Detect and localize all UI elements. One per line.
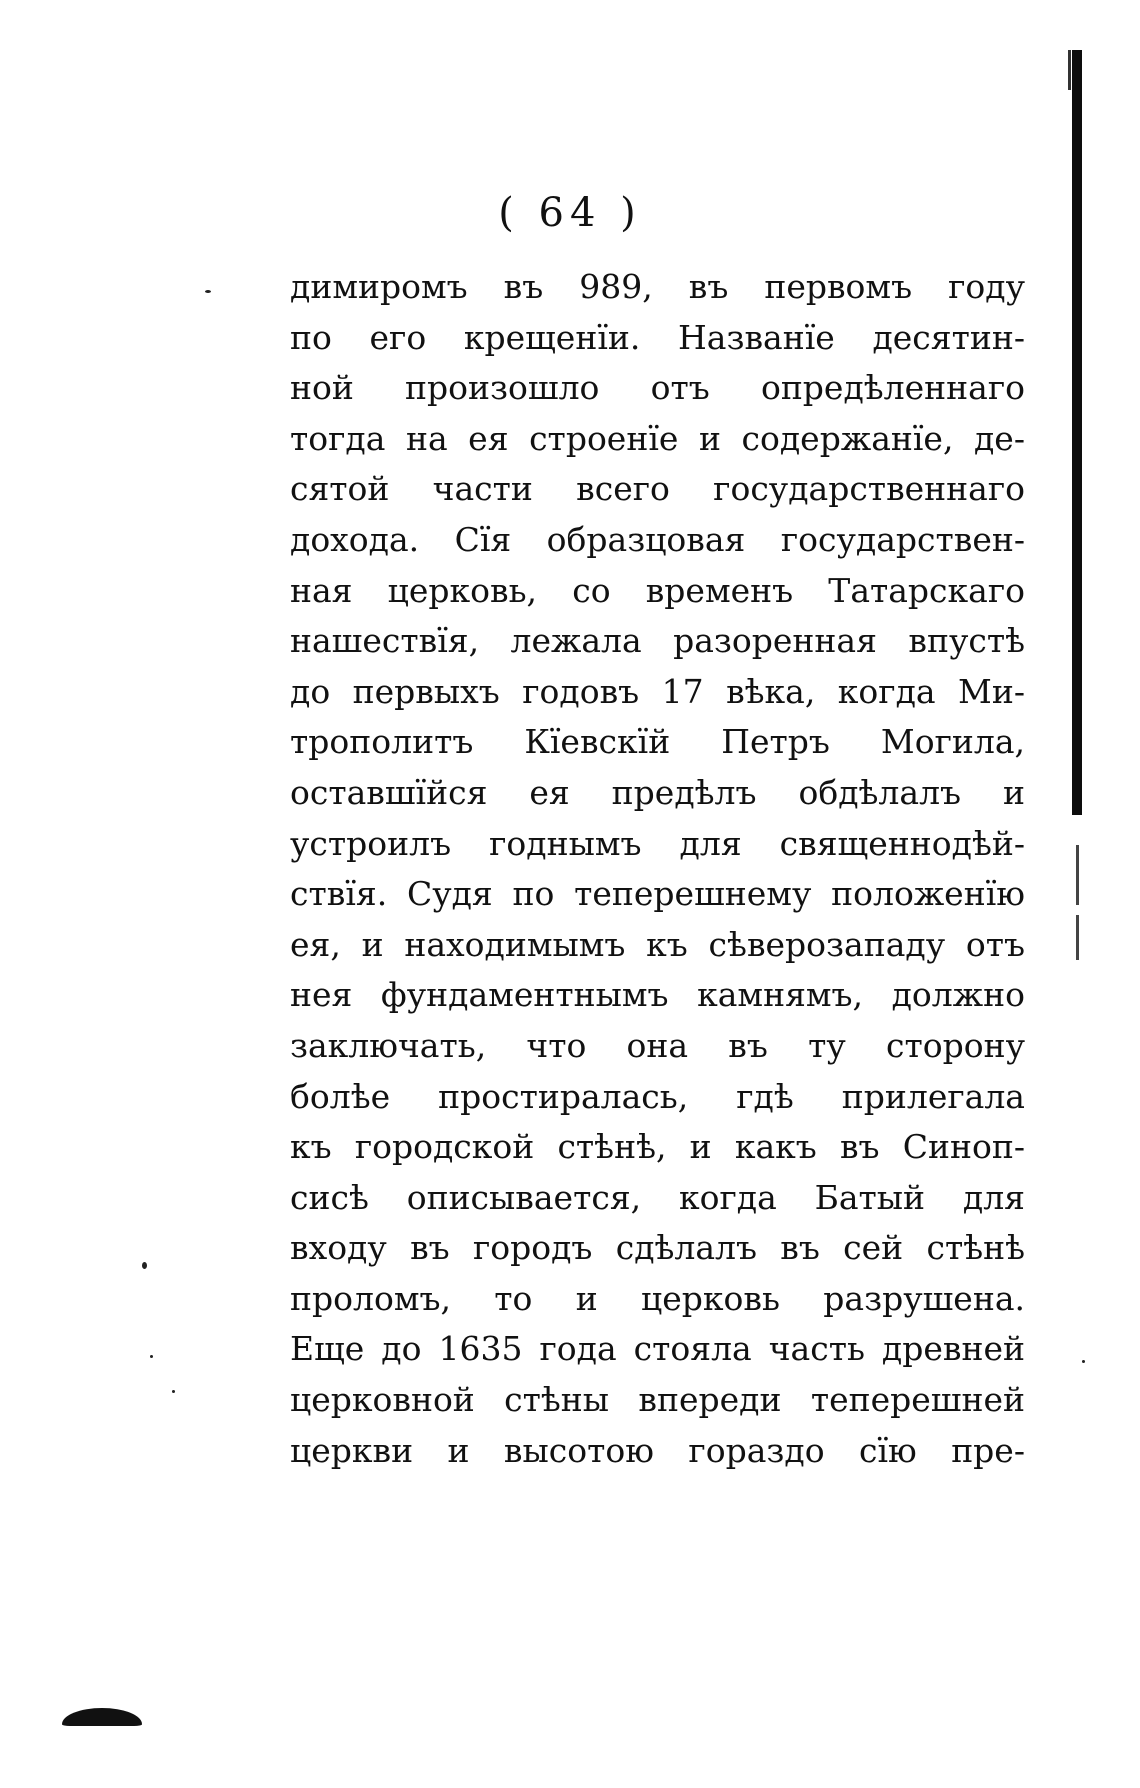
binding-edge-mark bbox=[1076, 845, 1079, 905]
text-line: ствїя. Судя по теперешнему положенїю bbox=[290, 874, 1025, 914]
text-line: трополитъ Кїевскїй Петръ Могила, bbox=[290, 722, 1025, 762]
text-line: ея, и находимымъ къ сѣверозападу отъ bbox=[290, 924, 1025, 964]
page-number: ( 64 ) bbox=[498, 190, 642, 236]
text-line: устроилъ годнымъ для священнодѣй- bbox=[290, 823, 1025, 863]
text-line: дохода. Сїя образцовая государствен- bbox=[290, 519, 1025, 559]
text-line: ная церковь, со временъ Татарскаго bbox=[290, 570, 1025, 610]
body-text bbox=[290, 262, 1025, 1476]
scan-speck bbox=[150, 1355, 153, 1358]
text-line: сисѣ описывается, когда Батый для bbox=[290, 1177, 1025, 1217]
text-line: оставшїйся ея предѣлъ обдѣлалъ и bbox=[290, 772, 1025, 812]
scan-speck bbox=[142, 1262, 147, 1269]
text-line: сятой части всего государственнаго bbox=[290, 469, 1025, 509]
scan-speck bbox=[205, 290, 211, 293]
text-line: тогда на ея строенїе и содержанїе, де- bbox=[290, 418, 1025, 458]
text-line: ной произошло отъ опредѣленнаго bbox=[290, 368, 1025, 408]
text-line: Еще до 1635 года стояла часть древней bbox=[290, 1329, 1025, 1369]
text-line: входу въ городъ сдѣлалъ въ сей стѣнѣ bbox=[290, 1228, 1025, 1268]
binding-edge-shadow bbox=[1072, 50, 1082, 815]
text-line: къ городской стѣнѣ, и какъ въ Синоп- bbox=[290, 1127, 1025, 1167]
scan-speck bbox=[1082, 1360, 1085, 1363]
text-line: церковной стѣны впереди теперешней bbox=[290, 1380, 1025, 1420]
scan-speck bbox=[172, 1390, 175, 1393]
text-line: нашествїя, лежала разоренная впустѣ bbox=[290, 621, 1025, 661]
text-line: проломъ, то и церковь разрушена. bbox=[290, 1278, 1025, 1318]
text-line: болѣе простиралась, гдѣ прилегала bbox=[290, 1076, 1025, 1116]
text-line: до первыхъ годовъ 17 вѣка, когда Ми- bbox=[290, 671, 1025, 711]
text-line: нея фундаментнымъ камнямъ, должно bbox=[290, 975, 1025, 1015]
text-line: по его крещенїи. Названїе десятин- bbox=[290, 317, 1025, 357]
scan-smudge bbox=[62, 1708, 142, 1726]
text-line: церкви и высотою гораздо сїю пре- bbox=[290, 1430, 1025, 1470]
binding-edge-mark bbox=[1076, 915, 1079, 960]
text-line: заключать, что она въ ту сторону bbox=[290, 1025, 1025, 1065]
binding-edge-shadow-top bbox=[1068, 50, 1071, 90]
text-line: димиромъ въ 989, въ первомъ году bbox=[290, 267, 1025, 306]
